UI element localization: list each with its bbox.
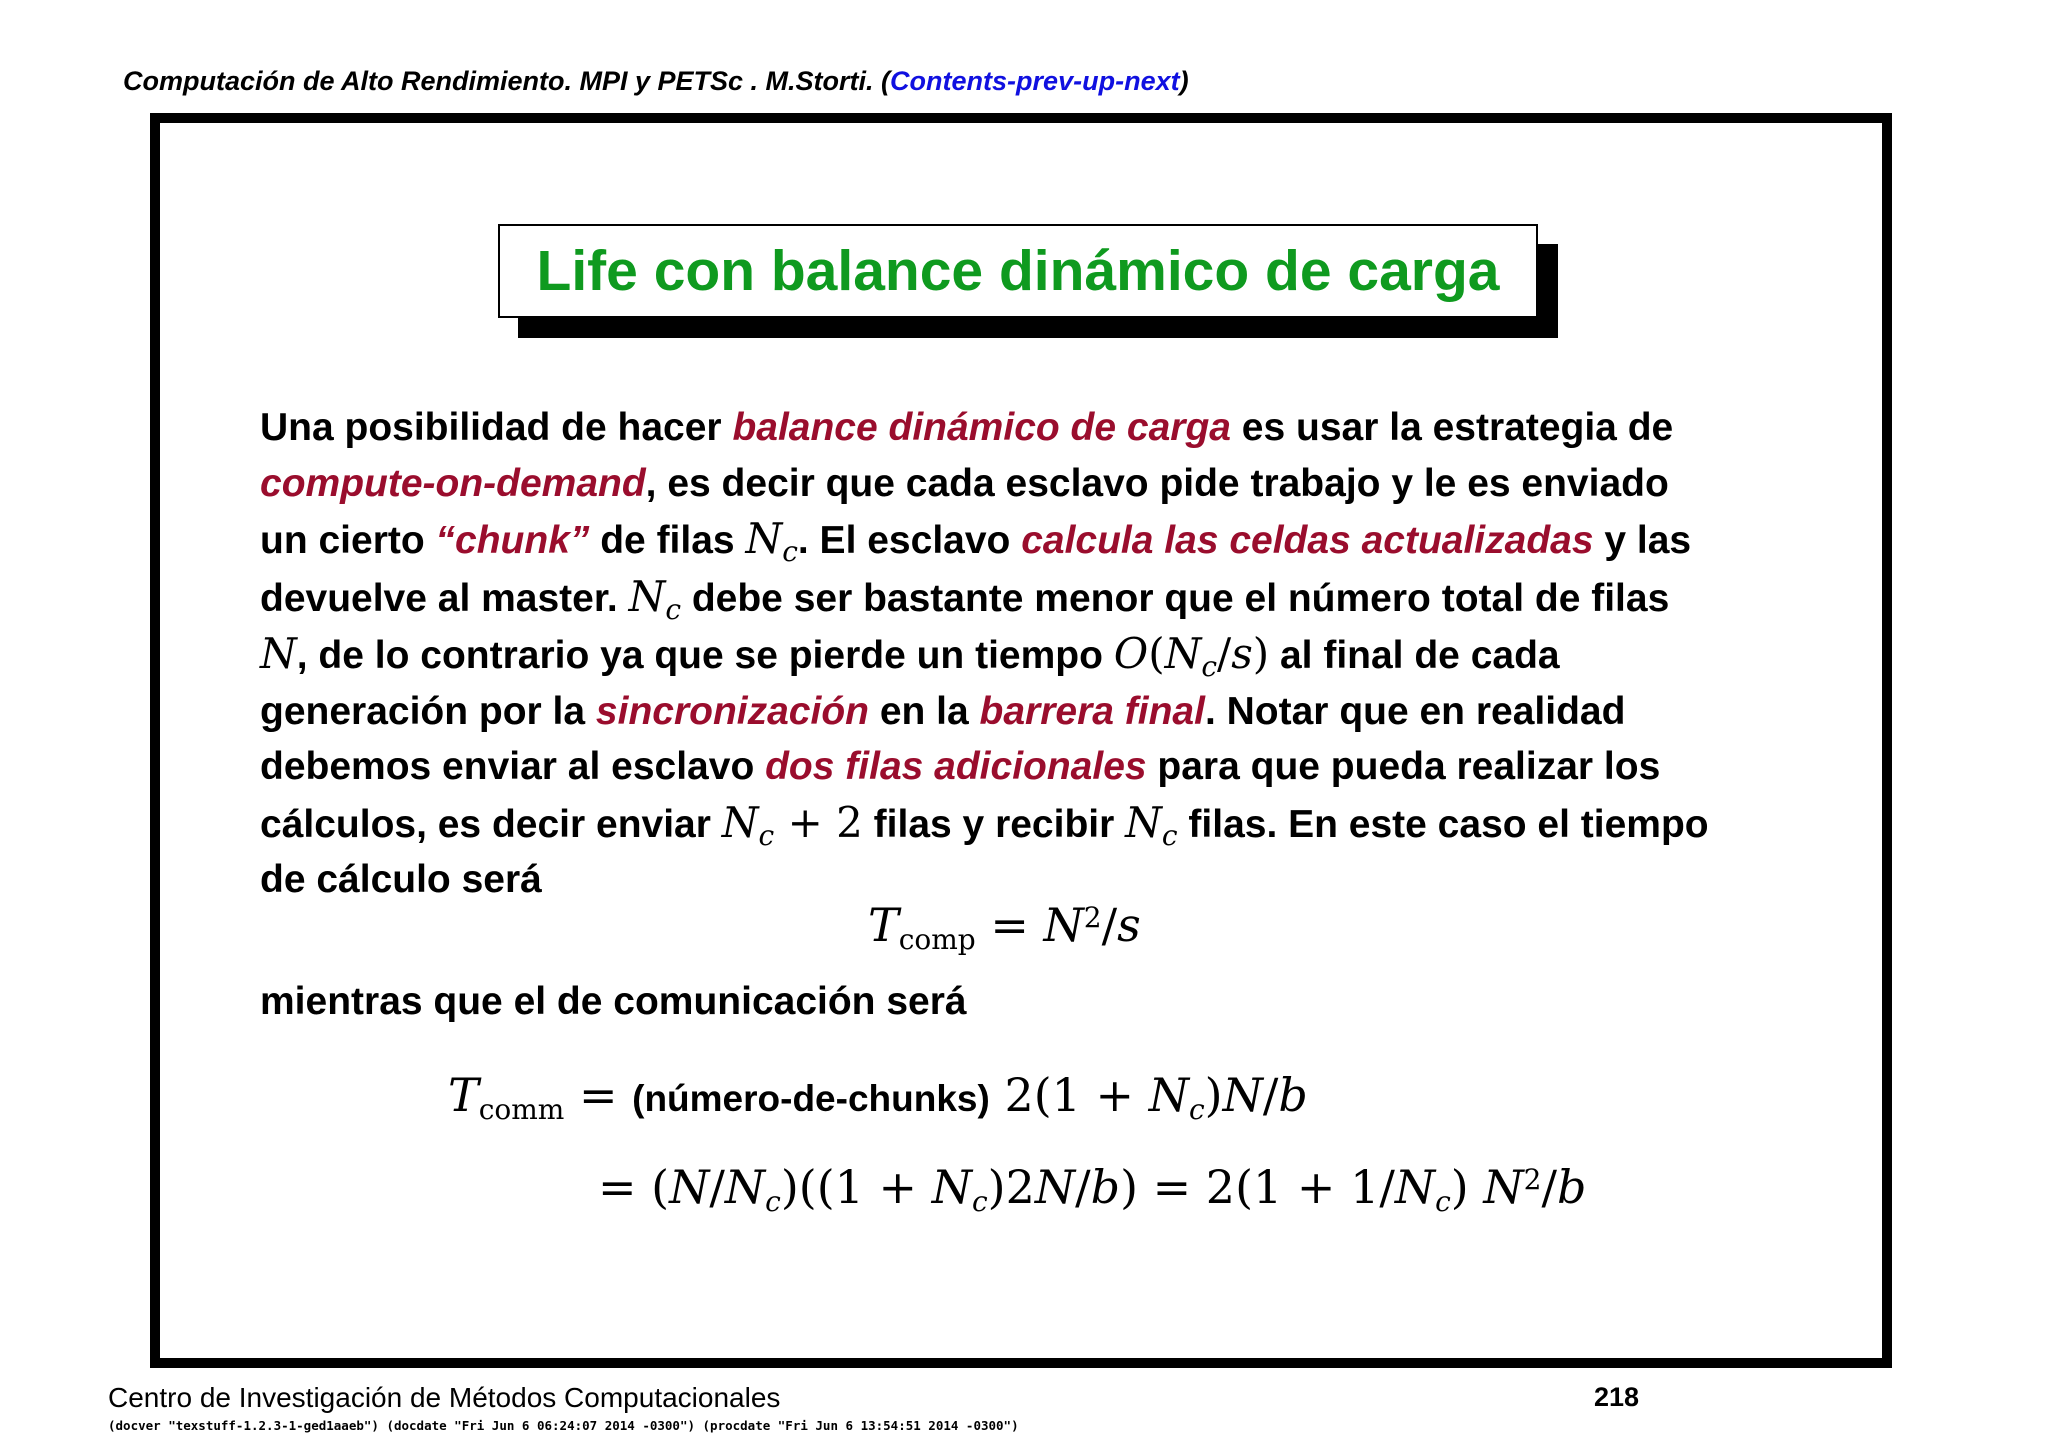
equation-tcomm-line2: = $(N/N_c)((1 + N_c)2N/b) = 2(1 + 1/N_c)$ $N^2/b$ <box>598 1160 1587 1218</box>
math-nc: $N_c$ <box>745 514 798 568</box>
text: es usar la estrategia de <box>1230 406 1674 449</box>
slide-title: Life con balance dinámico de carga <box>498 224 1538 318</box>
text: al final de cada <box>1269 634 1560 677</box>
nav-separator: - <box>1007 66 1017 96</box>
text: devuelve al master. <box>260 576 629 620</box>
text: filas. En este caso el tiempo <box>1177 802 1709 846</box>
emphasis-text: compute-on-demand <box>260 461 646 505</box>
text: debemos enviar al esclavo <box>260 745 766 788</box>
equation-tcomp: $T_{comp} = N^2/s$ <box>868 898 1141 956</box>
text: debe ser bastante menor que el número total de filas <box>681 576 1670 620</box>
page-number: 218 <box>1594 1382 1640 1412</box>
body-paragraph <box>260 400 1820 908</box>
nav-separator: - <box>1073 66 1083 96</box>
text: . El esclavo <box>797 519 1022 562</box>
header-title: Computación de Alto Rendimiento. MPI y PETSc . M.Storti. ( <box>123 66 891 96</box>
text: generación por la <box>260 689 596 733</box>
math-nc: $N_c$ <box>628 571 681 626</box>
text: Una posibilidad de hacer <box>260 406 733 449</box>
emphasis-text: dos filas adicionales <box>765 745 1147 788</box>
text: cálculos, es decir enviar <box>260 802 722 846</box>
text: de cálculo será <box>260 858 542 901</box>
text: de filas <box>589 519 746 562</box>
text: para que pueda realizar los <box>1146 745 1661 788</box>
next-link[interactable]: next <box>1124 66 1180 96</box>
nav-separator: - <box>1115 66 1125 96</box>
text: en la <box>868 689 980 733</box>
footer-doc-metadata: (docver "texstuff-1.2.3-1-ged1aaeb") (docdate "Fri Jun 6 06:24:07 2014 -0300") (procdate "Fri Jun 6 13:54:51 2014 -0300") <box>108 1418 1019 1433</box>
math-nc-plus-2: $N_c + 2$ <box>721 797 863 852</box>
up-link[interactable]: up <box>1082 66 1116 96</box>
emphasis-text: “chunk” <box>435 519 590 562</box>
middle-text: mientras que el de comunicación será <box>260 980 967 1023</box>
contents-link[interactable]: Contents <box>890 66 1008 96</box>
math-order: $O(N_c/s)$ <box>1113 629 1270 683</box>
text: filas y recibir <box>862 802 1126 846</box>
text: , es decir que cada esclavo pide trabajo y le es enviado <box>645 461 1669 505</box>
text: un cierto <box>260 519 436 562</box>
math-nc: $N_c$ <box>1125 797 1178 852</box>
header-close-paren: ) <box>1179 66 1189 96</box>
running-header <box>123 66 1189 97</box>
equation-tcomm-line1: $T_{comm}$ = (número-de-chunks) $2(1 + N_c)N/b$ <box>448 1068 1308 1126</box>
prev-link[interactable]: prev <box>1016 66 1074 96</box>
math-n: N <box>260 629 297 678</box>
text: , de lo contrario ya que se pierde un tiempo <box>296 634 1114 677</box>
text: . Notar que en realidad <box>1204 689 1626 733</box>
equation-text: (número-de-chunks) <box>632 1078 990 1119</box>
text: y las <box>1593 519 1692 562</box>
emphasis-text: balance dinámico de carga <box>732 406 1231 449</box>
emphasis-text: barrera final <box>979 689 1205 733</box>
emphasis-text: sincronización <box>595 689 869 733</box>
footer-institution: Centro de Investigación de Métodos Computacionales <box>108 1382 781 1413</box>
emphasis-text: calcula las celdas actualizadas <box>1021 519 1594 562</box>
